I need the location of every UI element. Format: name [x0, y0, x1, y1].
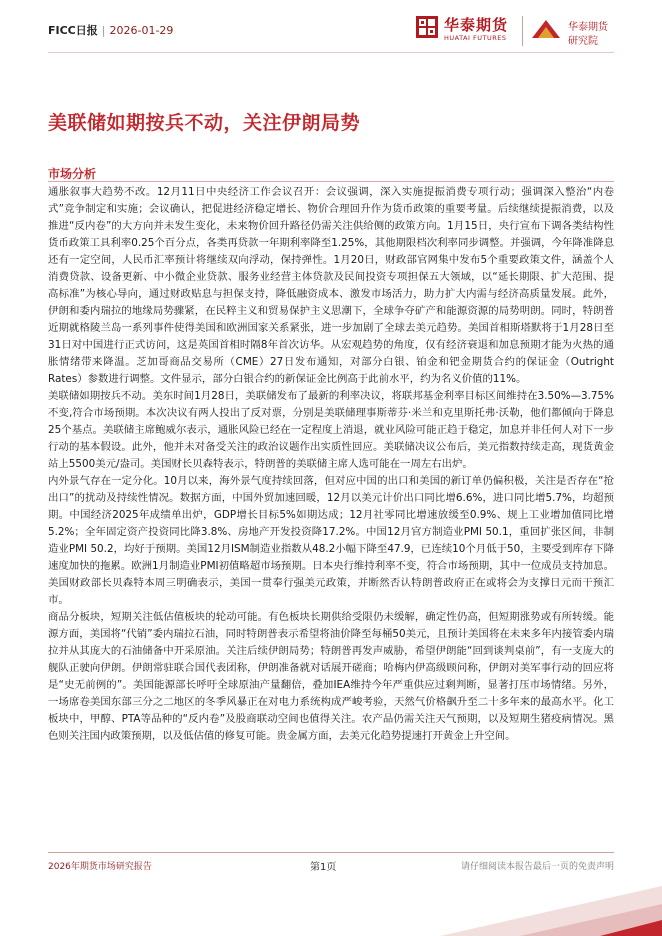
footer-decoration — [0, 876, 662, 936]
institute-line2: 研究院 — [568, 36, 598, 47]
paragraph-economy: 内外景气存在一定分化。10月以来，海外景气度持续回落，但对应中国的出口和美国的新订单仍偏积极，关注是否存在“抢出口”的扰动及持续性情况。数据方面，中国外贸加速回暖，12月以美元计价出口同比增6.6%，进口同比增5.7%，均超预期。中国经济2025年成绩单出炉，GDP增长目标5%如期达成；12月社零同比增速放缓至0.9%、规上工业增加值同比增5.2%；全年固定资产投资同比降3.8%、房地产开发投资降17.2%。中国12月官方制造业PMI 50.1，重回扩张区间，非制造业PMI 50.2，均好于预期。美国12月ISM制造业指数从48.2小幅下降至47.9，已连续10个月低于50，主要受到库存下降速度加快的拖累。欧洲1月制造业PMI初值略超市场预期。日本央行维持利率不变，符合市场预期，其中一位成员支持加息。美国财政部长贝森特本周三明确表示，美国一贯奉行强美元政策，并断然否认特朗普政府正在或将会为支撑日元而干预汇市。 — [48, 475, 614, 606]
report-date: 2026-01-29 — [109, 24, 174, 37]
institute-logo-icon — [532, 18, 560, 40]
huatai-logo-icon — [416, 16, 438, 38]
header-separator: | — [101, 24, 106, 37]
logo-sub: HUATAI FUTURES — [444, 34, 507, 42]
logo-divider — [522, 16, 523, 46]
header-rule — [48, 52, 614, 53]
paragraph-fed: 美联储如期按兵不动。美东时间1月28日，美联储发布了最新的利率决议，将联邦基金利率目标区间维持在3.50%—3.75%不变,符合市场预期。本次决议有两人投出了反对票，分别是美联储理事斯蒂芬·米兰和克里斯托弗·沃勒，他们都倾向于降息25个基点。美联储主席鲍威尔表示，通胀风险已经在一定程度上消退，就业风险可能正趋于稳定，加息并非任何人对下一步行动的基本假设。此外，他并未对备受关注的政治议题作出实质性回应。美联储决议公布后，美元指数持续走高，现货黄金站上5500美元/盎司。美国财长贝森特表示，特朗普的美联储主席人选可能在一周左右出炉。 — [48, 390, 614, 470]
report-tag: FICC日报 — [48, 24, 98, 37]
paragraph-commodities: 商品分板块，短期关注低估值板块的轮动可能。有色板块长期供给受限仍未缓解，确定性仍高，但短期涨势或有所转缓。能源方面，美国将“代销”委内瑞拉石油，同时特朗普表示希望将油价降至每桶50美元，且预计美国将在未来多年内接管委内瑞拉并从其庞大的石油储备中开采原油。关注后续伊朗局势；特朗普再发声威胁，希望伊朗能“回到谈判桌前”，有一支庞大的舰队正驶向伊朗。伊朗常驻联合国代表团称，伊朗准备就对话展开磋商；哈梅内伊高级顾问称，伊朗对美军事行动的回应将是“史无前例的”。美国能源部长呼吁全球原油产量翻倍，叠加IEA维持今年严重供应过剩判断，显著打压市场情绪。另外，一场席卷美国东部三分之二地区的冬季风暴正在对电力系统构成严峻考验，天然气价格飙升至二十多年来的最高水平。化工板块中，甲醇、PTA等品种的“反内卷”及股商联动空间也值得关注。农产品仍需关注天气预期，以及短期生猪疫病情况。黑色则关注国内政策预期，以及低估值的修复可能。贵金属方面，去美元化趋势提速打开黄金上升空间。 — [48, 611, 614, 742]
disclaimer-note: 请仔细阅读本报告最后一页的免责声明 — [460, 862, 614, 872]
paragraph-inflation: 通胀叙事大趋势不改。12月11日中央经济工作会议召开：会议强调，深入实施提振消费专项行动；强调深入整治“内卷式”竞争制定和实施；会议确认，把促进经济稳定增长、物价合理回升作为货币政策的重要考量。后续继续提振消费，以及推进“反内卷”的大方向并未发生变化，未来物价回升路径仍需关注供给侧的政策方向。1月15日，央行宣布下调各类结构性货币政策工具利率0.25个百分点，各类再贷款一年期利率降至1.25%，其他期限档次利率同步调整。并强调，今年降准降息还有一定空间，人民币汇率预计将继续双向浮动，保持弹性。1月20日，财政部官网集中发布5个重要政策文件，涵盖个人消费贷款、设备更新、中小微企业贷款、服务业经营主体贷款及民间投资专项担保五大领域，以“延长期限、扩大范围、提高标准”为核心导向，通过财政贴息与担保支持，降低融资成本、激发市场活力，助力扩大内需与经济高质量发展。此外，伊朗和委内瑞拉的地缘局势骤紧，在民粹主义和贸易保护主义思潮下，全球争夺矿产和能源资源的局势明朗。同时，特朗普近期就格陵兰岛一系列事件使得美国和欧洲国家关系紧张，进一步加剧了全球去美元趋势。美国首相斯塔默将于1月28日至31日对中国进行正式访问，这是英国首相时隔8年首次访华。从宏观趋势的角度，仅有经济衰退和加息预期才能为火热的通胀情绪带来降温。芝加哥商品交易所（CME）27日发布通知，对部分白银、铂金和钯金期货合约的保证金（Outright Rates）参数进行调整。文件显示，部分白银合约的新保证金比例高于此前水平，约为名义价值的11%。 — [48, 186, 614, 385]
footer-report-name: 2026年期货市场研究报告 — [48, 862, 152, 872]
section-title: 市场分析 — [48, 167, 97, 181]
page-number: 第1页 — [310, 862, 337, 873]
section-rule — [48, 181, 614, 182]
footer-rule — [48, 852, 614, 853]
logo-name: 华泰期货 — [444, 16, 509, 34]
report-tag-line — [48, 22, 173, 38]
page-header — [0, 0, 662, 60]
institute-line1: 华泰期货 — [568, 22, 608, 33]
report-title: 美联储如期按兵不动，关注伊朗局势 — [48, 112, 361, 134]
market-analysis-body — [48, 184, 614, 745]
